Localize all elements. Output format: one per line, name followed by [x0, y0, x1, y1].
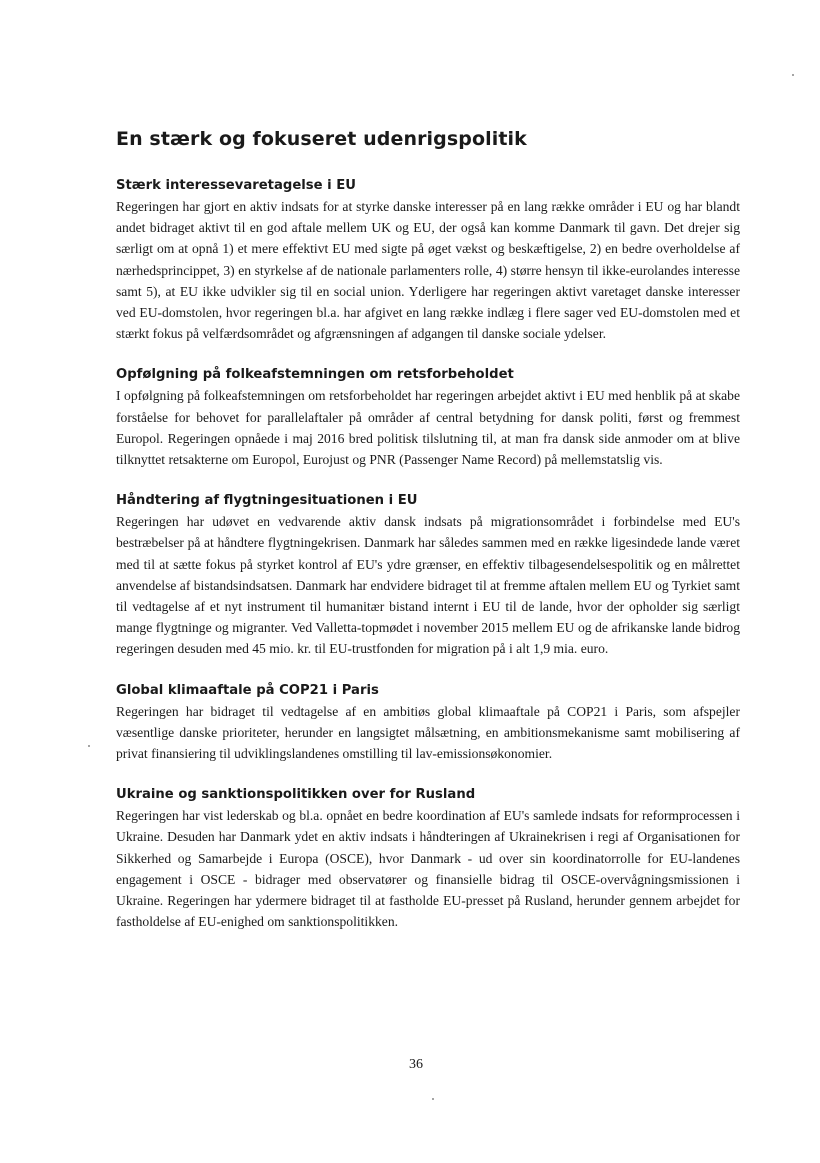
scan-speck — [432, 1098, 434, 1100]
document-body — [116, 128, 740, 953]
section-heading: Håndtering af flygtningesituationen i EU — [116, 493, 418, 509]
section-climate-agreement — [116, 681, 740, 765]
page-title: En stærk og fokuseret udenrigspolitik — [116, 128, 527, 150]
section-heading: Stærk interessevaretagelse i EU — [116, 178, 356, 193]
section-paragraph: Regeringen har udøvet en vedvarende aktiv dansk indsats på migrationsområdet i forbindelse med EU's bestræbelser på at håndtere flygtningekrisen. Danmark har således sammen med en række ligesindede lande været med til at sætte fokus på styrket kontrol af EU's ydre grænser, en effektiv tilbagesendelsespolitik og en målrettet anvendelse af bistandsindsatsen. Danmark har endvidere bidraget til at fremme aftalen mellem EU og Tyrkiet samt til vedtagelse af et nyt instrument til humanitær bistand internt i EU til de lande, hvor der opholder sig særligt mange flygtninge og migranter. Ved Valletta-topmødet i november 2015 mellem EU og de afrikanske lande bidrog regeringen desuden med 45 mio. kr. til EU-trustfonden for migration på i alt 1,9 mia. euro. — [116, 514, 740, 657]
section-paragraph: Regeringen har bidraget til vedtagelse af en ambitiøs global klimaaftale på COP21 i Paris, som afspejler væsentlige danske prioriteter, herunder en langsigtet målsætning, en ambitionsmekanisme samt mobilisering af privat finansiering til udviklingslandenes omstilling til lav-emissionsøkonomier. — [116, 703, 740, 762]
section-referendum-followup — [116, 365, 740, 470]
scan-speck — [88, 745, 90, 747]
section-paragraph: I opfølgning på folkeafstemningen om retsforbeholdet har regeringen arbejdet aktivt i EU med henblik på at skabe forståelse for behovet for parallelaftaler på områder af central betydning for dansk politi, først og fremmest Europol. Regeringen opnåede i maj 2016 bred politisk tilslutning til, at man fra dansk side anmoder om at blive tilknyttet retsakterne om Europol, Eurojust og PNR (Passenger Name Record) på mellemstatslig vis. — [116, 388, 740, 468]
section-heading: Opfølgning på folkeafstemningen om retsforbeholdet — [116, 367, 514, 383]
section-refugee-situation — [116, 491, 740, 659]
scan-speck — [792, 74, 794, 76]
page-number: 36 — [409, 1057, 423, 1072]
section-heading: Global klimaaftale på COP21 i Paris — [116, 682, 379, 698]
section-paragraph: Regeringen har vist lederskab og bl.a. opnået en bedre koordination af EU's samlede indsats for reformprocessen i Ukraine. Desuden har Danmark ydet en aktiv indsats i håndteringen af Ukrainekrisen i regi af Organisationen for Sikkerhed og Samarbejde i Europa (OSCE), hvor Danmark - ud over sin koordinatorrolle for EU-landenes engagement i OSCE - bidrager med observatører og finansielle bidrag til OSCE-overvågningsmissionen i Ukraine. Regeringen har ydermere bidraget til at fastholde EU-presset på Rusland, herunder gennem arbejdet for fastholdelse af EU-enighed om sanktionspolitikken. — [116, 808, 740, 930]
section-paragraph: Regeringen har gjort en aktiv indsats for at styrke danske interesser på en lang række områder i EU og har blandt andet bidraget aktivt til en god aftale mellem UK og EU, der også kan komme Danmark til gavn. Det drejer sig særligt om at opnå 1) et mere effektivt EU med sigte på øget vækst og beskæftigelse, 2) en bedre overholdelse af nærhedsprincippet, 3) en styrkelse af de nationale parlamenters rolle, 4) større hensyn til ikke-eurolandes interesse samt 5), at EU ikke udvikler sig til en social union. Yderligere har regeringen aktivt varetaget danske interesser ved EU-domstolen, hvor regeringen bl.a. har afgivet en lang række indlæg i flere sager ved EU-domstolen med et stærkt fokus på velfærdsområdet og afgrænsningen af adgangen til danske sociale ydelser. — [116, 199, 740, 342]
section-eu-interests — [116, 176, 740, 344]
section-ukraine-russia — [116, 785, 740, 932]
section-heading: Ukraine og sanktionspolitikken over for Rusland — [116, 787, 476, 803]
